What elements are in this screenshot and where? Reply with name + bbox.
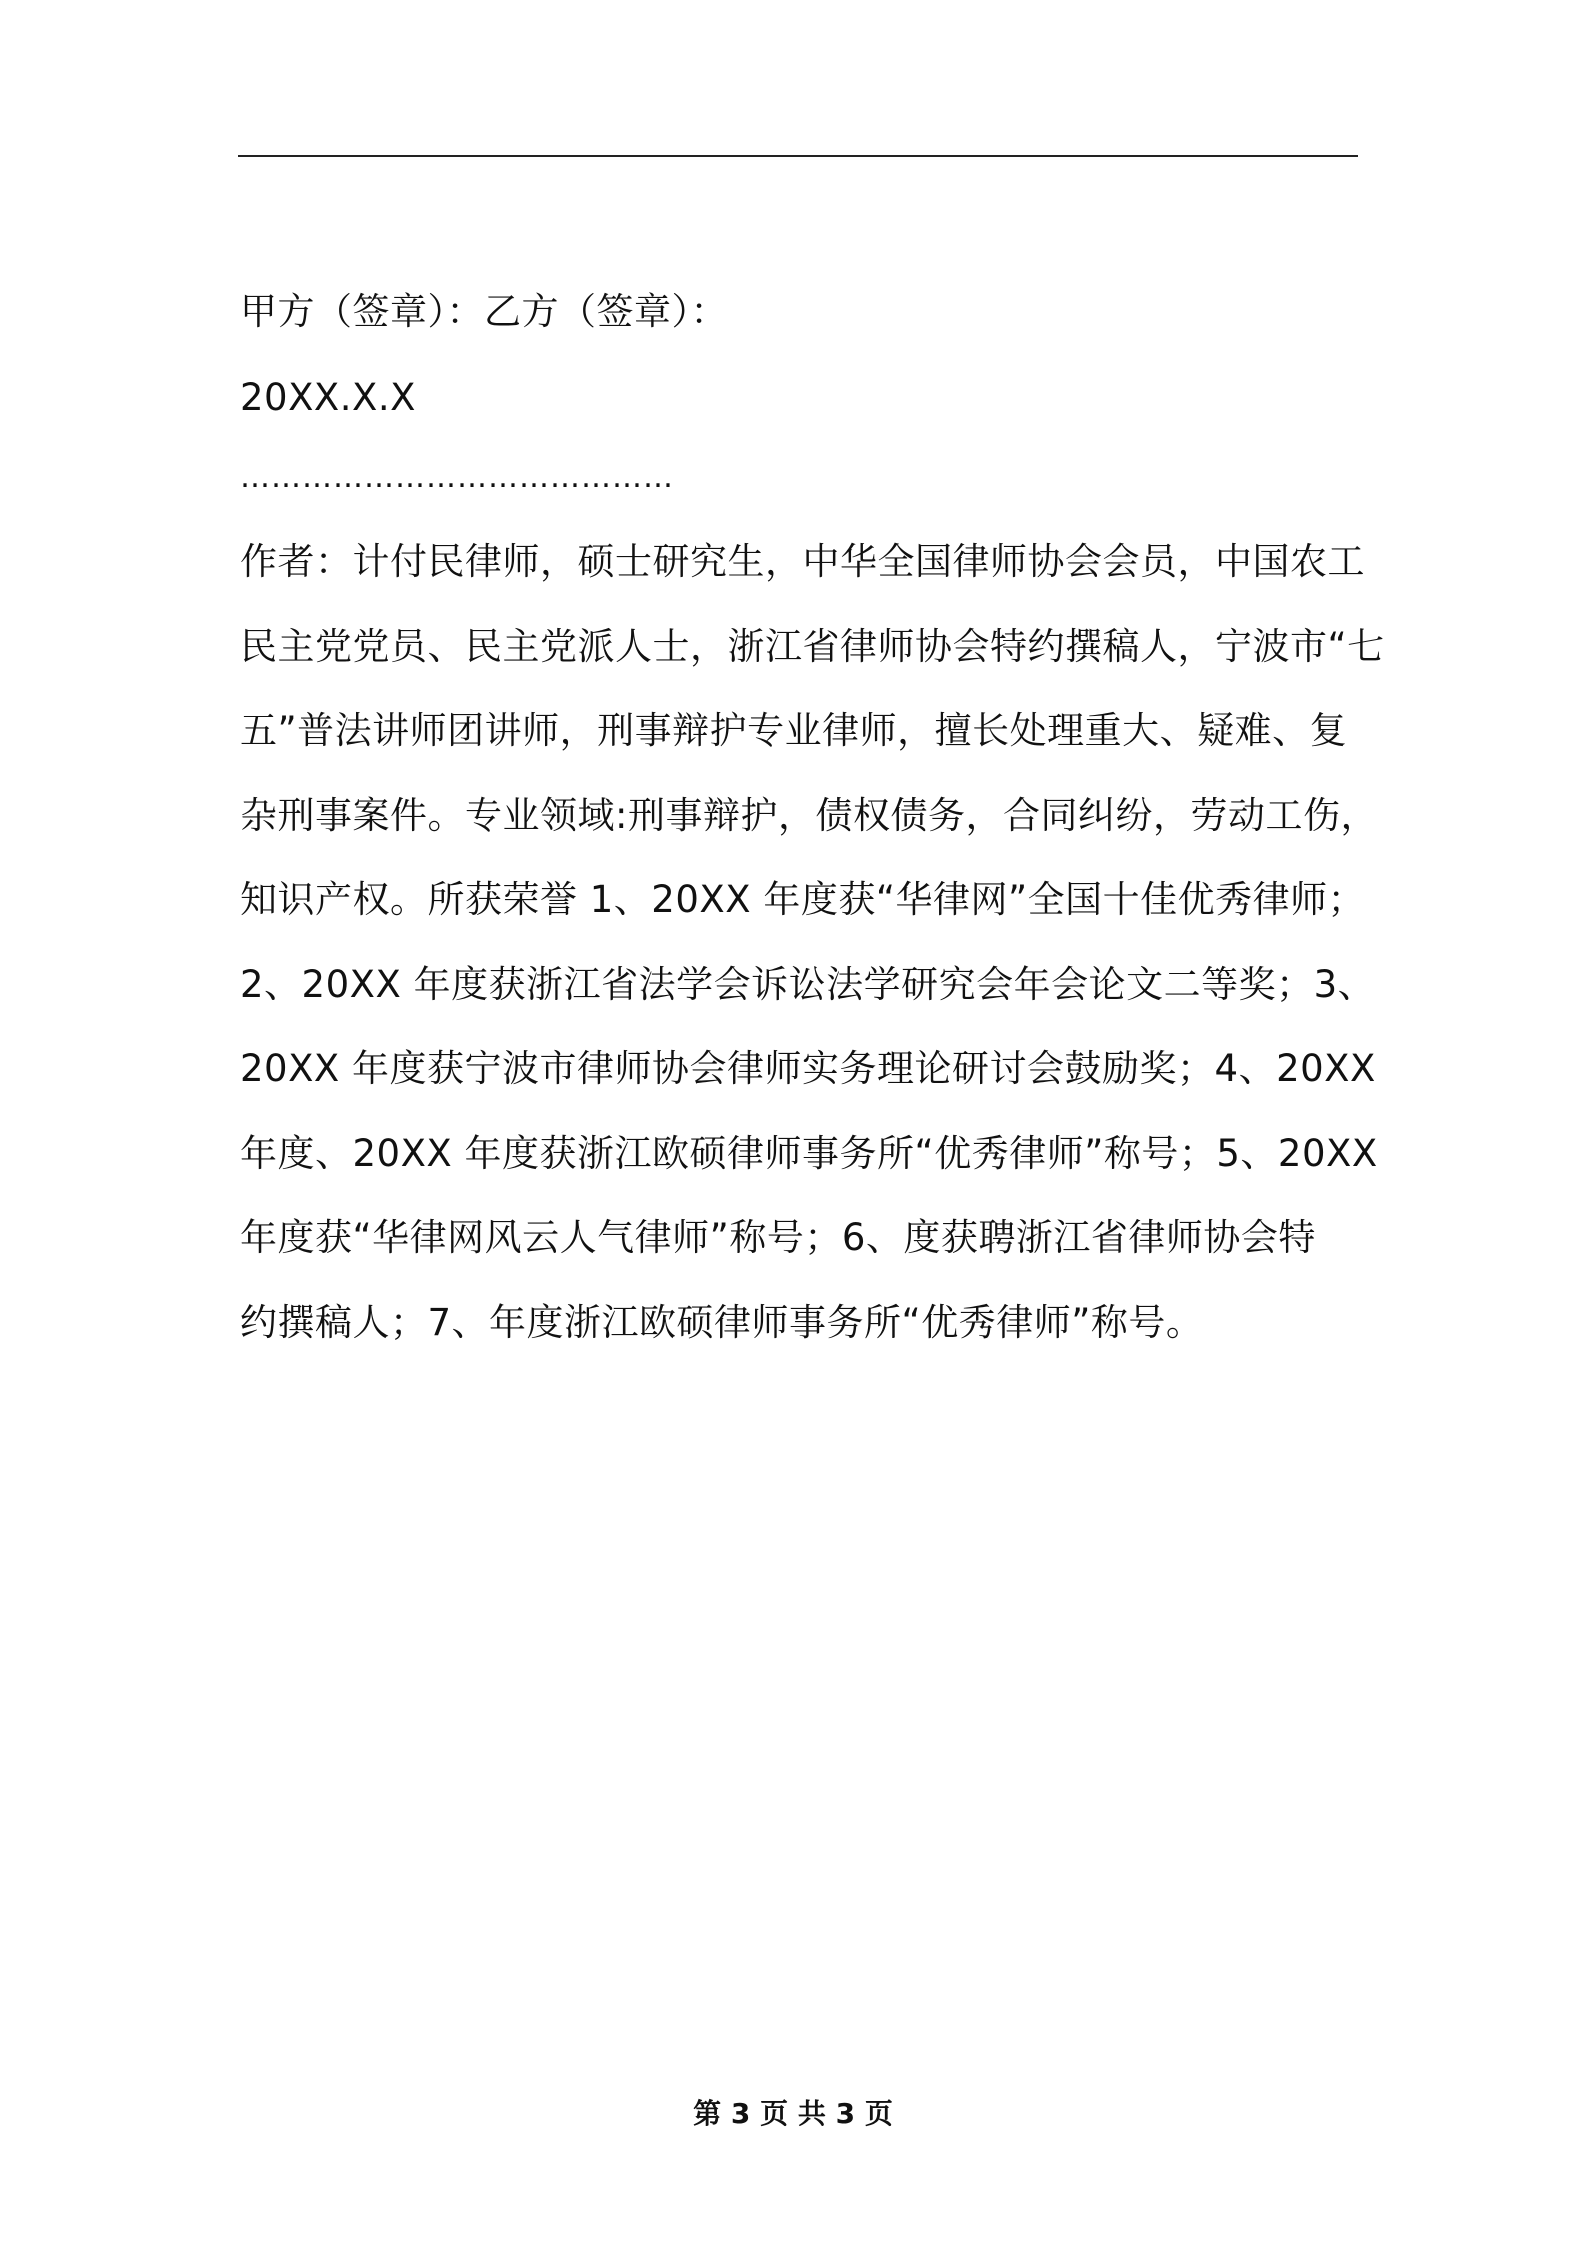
author-bio-line: 杂刑事案件。专业领域:刑事辩护，债权债务，合同纠纷，劳动工伤，: [240, 793, 1378, 837]
author-bio-line: 约撰稿人；7、年度浙江欧硕律师事务所“优秀律师”称号。: [240, 1300, 1204, 1344]
signature-date: 20XX.X.X: [240, 376, 416, 419]
author-bio-line: 知识产权。所获荣誉 1、20XX 年度获“华律网”全国十佳优秀律师；: [240, 878, 1366, 921]
author-bio-line: 作者：计付民律师，硕士研究生，中华全国律师协会会员，中国农工: [240, 540, 1365, 583]
signature-line: 甲方（签章）：乙方（签章）：: [240, 290, 728, 333]
header-rule: [238, 155, 1358, 157]
author-bio-line: 20XX 年度获宁波市律师协会律师实务理论研讨会鼓励奖；4、20XX: [240, 1047, 1376, 1090]
author-bio-line: 五”普法讲师团讲师，刑事辩护专业律师，擅长处理重大、疑难、复: [240, 709, 1348, 752]
author-bio-paragraph: [240, 520, 1385, 1365]
author-bio-line: 民主党党员、民主党派人士，浙江省律师协会特约撰稿人，宁波市“七: [240, 624, 1385, 668]
separator-dots: ……………………………………: [240, 460, 674, 495]
author-bio-line: 2、20XX 年度获浙江省法学会诉讼法学研究会年会论文二等奖；3、: [240, 962, 1376, 1006]
author-bio-line: 年度获“华律网风云人气律师”称号；6、度获聘浙江省律师协会特: [240, 1216, 1316, 1259]
author-bio-line: 年度、20XX 年度获浙江欧硕律师事务所“优秀律师”称号；5、20XX: [240, 1131, 1378, 1175]
page-footer: 第 3 页 共 3 页: [693, 2097, 893, 2130]
